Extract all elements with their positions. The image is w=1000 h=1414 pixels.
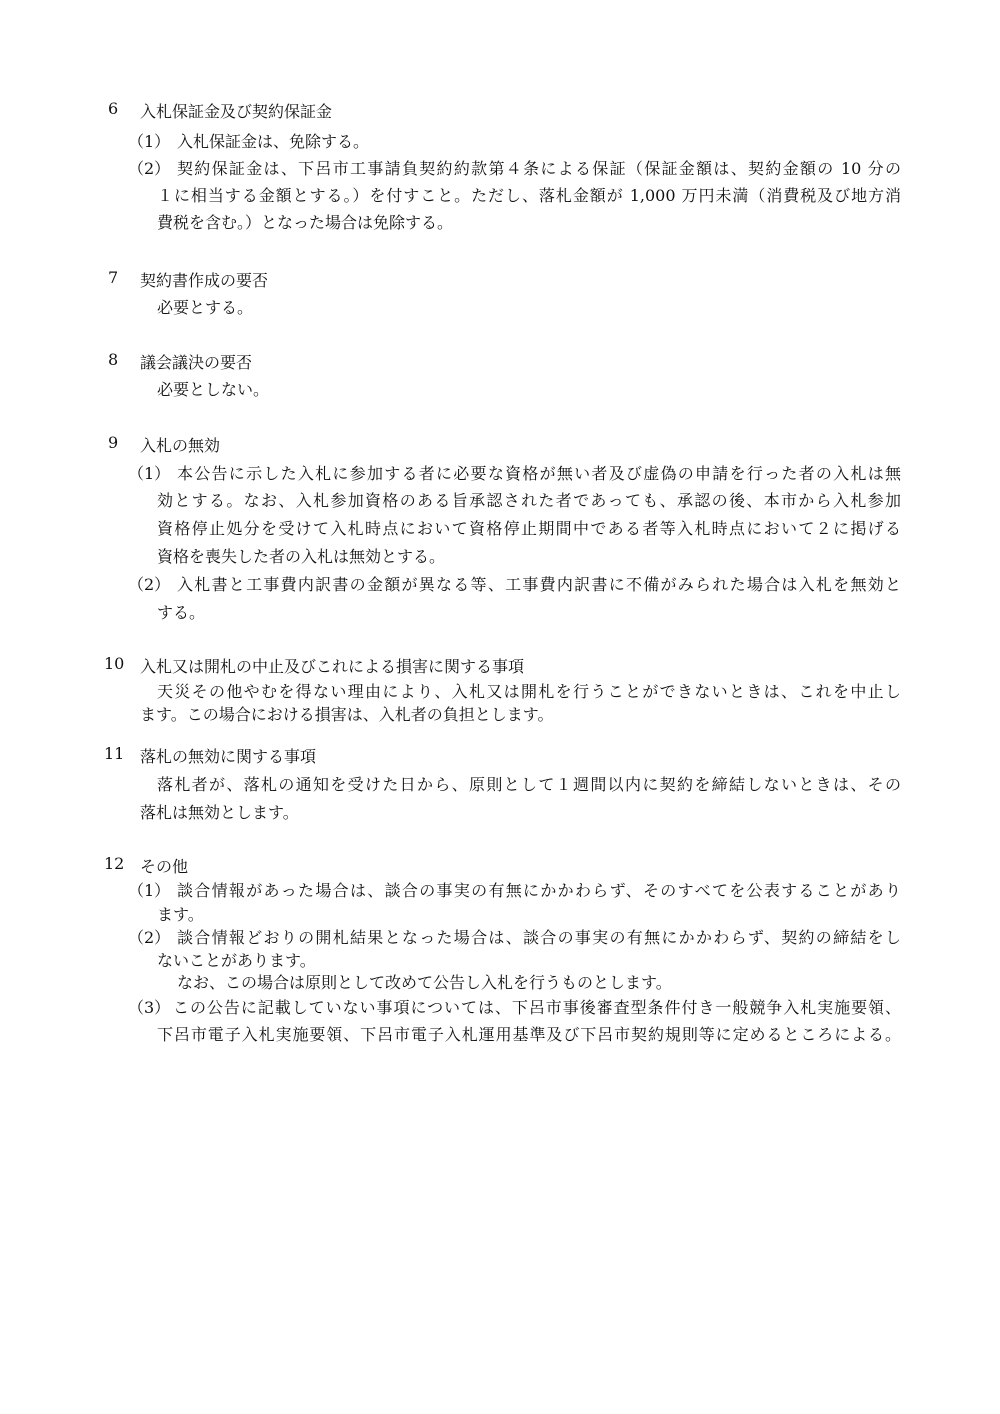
section-number: 12 (104, 854, 125, 873)
section-body-line: 天災その他やむを得ない理由により、入札又は開札を行うことができないときは、これを中止し (157, 682, 901, 701)
section-title: 議会議決の要否 (140, 353, 253, 372)
item-line: この公告に記載していない事項については、下呂市事後審査型条件付き一般競争入札実施要領、 (173, 998, 901, 1017)
item-marker: （1） (128, 464, 171, 483)
item-line: 資格を喪失した者の入札は無効とする。 (157, 547, 446, 566)
section-number: 8 (108, 350, 119, 369)
section-number: 9 (108, 433, 119, 452)
item-line: 入札書と工事費内訳書の金額が異なる等、工事費内訳書に不備がみられた場合は入札を無効と (177, 575, 901, 594)
item-marker: （2） (128, 159, 171, 178)
section-body-line: 落札者が、落札の通知を受けた日から、原則として１週間以内に契約を締結しないときは、その (157, 775, 901, 794)
item-line: する。 (157, 603, 206, 622)
section-title: 契約書作成の要否 (140, 271, 269, 290)
section-title: 入札又は開札の中止及びこれによる損害に関する事項 (140, 657, 525, 676)
section-body-line: 落札は無効とします。 (140, 803, 299, 822)
item-line: 効とする。なお、入札参加資格のある旨承認された者であっても、承認の後、本市から入札参加 (157, 491, 901, 510)
item-marker: （1） (128, 132, 171, 151)
section-title: 入札の無効 (140, 436, 221, 455)
item-marker: （1） (128, 881, 171, 900)
item-marker: （2） (128, 575, 171, 594)
section-body-line: 必要としない。 (157, 380, 270, 399)
item-line: 費税を含む。）となった場合は免除する。 (157, 213, 454, 232)
section-number: 7 (108, 268, 119, 287)
item-line: 談合情報があった場合は、談合の事実の有無にかかわらず、そのすべてを公表することがあり (177, 881, 901, 900)
item-line: 入札保証金は、免除する。 (177, 132, 370, 151)
section-title: 落札の無効に関する事項 (140, 747, 317, 766)
section-body-line: ます。この場合における損害は、入札者の負担とします。 (140, 705, 554, 724)
section-number: 11 (104, 744, 125, 763)
section-title: その他 (140, 857, 189, 876)
item-line: 下呂市電子入札実施要領、下呂市電子入札運用基準及び下呂市契約規則等に定めるところによる。 (157, 1025, 901, 1044)
section-title: 入札保証金及び契約保証金 (140, 102, 333, 121)
item-line: 本公告に示した入札に参加する者に必要な資格が無い者及び虚偽の申請を行った者の入札は無 (177, 464, 901, 483)
item-line: ます。 (157, 905, 204, 924)
item-line: 契約保証金は、下呂市工事請負契約約款第４条による保証（保証金額は、契約金額の 10 分の (177, 159, 901, 178)
item-line: １に相当する金額とする。）を付すこと。ただし、落札金額が 1,000 万円未満（消費税及び地方消 (157, 186, 901, 205)
item-line: 談合情報どおりの開札結果となった場合は、談合の事実の有無にかかわらず、契約の締結をし (177, 928, 901, 947)
item-line: ないことがあります。 (157, 951, 316, 970)
item-marker: （2） (128, 928, 171, 947)
section-number: 10 (104, 654, 125, 673)
section-number: 6 (108, 99, 119, 118)
section-body-line: 必要とする。 (157, 298, 254, 317)
item-line: なお、この場合は原則として改めて公告し入札を行うものとします。 (177, 973, 672, 992)
item-marker: （3） (128, 998, 171, 1017)
item-line: 資格停止処分を受けて入札時点において資格停止期間中である者等入札時点において２に掲げる (157, 519, 901, 538)
